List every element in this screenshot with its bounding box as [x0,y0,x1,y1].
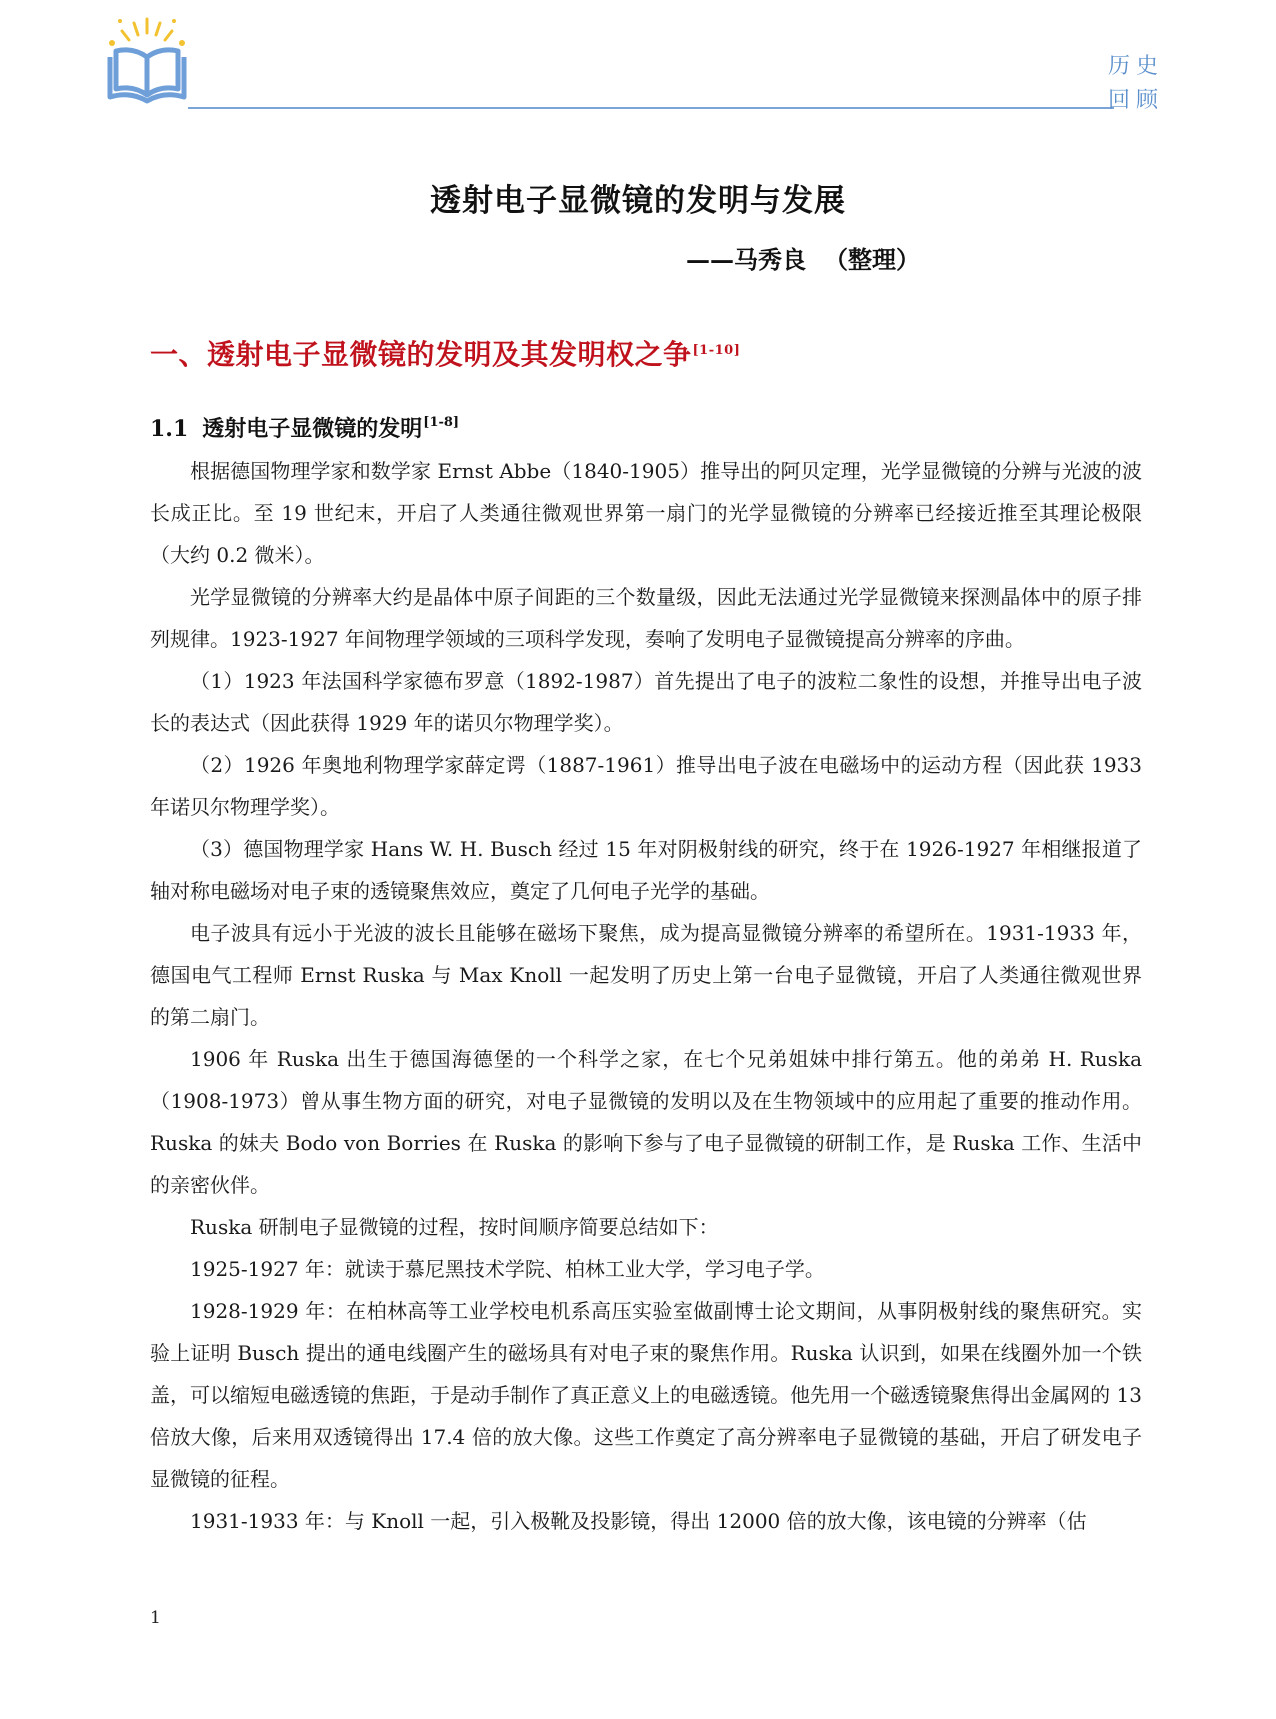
subsection-heading-ref: [1-8] [423,415,460,430]
open-book-icon [100,15,194,111]
author-line [686,240,920,275]
paragraph: （1）1923 年法国科学家德布罗意（1892-1987）首先提出了电子的波粒二象性的设想，并推导出电子波长的表达式（因此获得 1929 年的诺贝尔物理学奖）。 [150,669,1142,735]
paragraph: 1928-1929 年：在柏林高等工业学校电机系高压实验室做副博士论文期间，从事阴极射线的聚焦研究。实验上证明 Busch 提出的通电线圈产生的磁场具有对电子束的聚焦作用。Ruska 认识到，如果在线圈外加一个铁盖，可以缩短电磁透镜的焦距，于是动手制作了真正意义上的电磁透镜。他先用一个磁透镜聚焦得出金属网的 13 倍放大像，后来用双透镜得出 17.4 倍的放大像。这些工作奠定了高分辨率电子显微镜的基础，开启了研发电子显微镜的征程。 [150,1299,1142,1491]
paragraph: 1906 年 Ruska 出生于德国海德堡的一个科学之家，在七个兄弟姐妹中排行第五。他的弟弟 H. Ruska（1908-1973）曾从事生物方面的研究，对电子显微镜的发明以及在生物领域中的应用起了重要的推动作用。Ruska 的妹夫 Bodo von Borries 在 Ruska 的影响下参与了电子显微镜的研制工作，是 Ruska 工作、生活中的亲密伙伴。 [150,1047,1142,1197]
paragraph: 1931-1933 年：与 Knoll 一起，引入极靴及投影镜，得出 12000 倍的放大像，该电镜的分辨率（估 [190,1509,1087,1533]
section-heading-ref: [1-10] [692,343,741,358]
author-name: ——马秀良 [686,245,806,274]
section-tag [1108,50,1168,118]
subsection-heading [150,412,459,443]
section-tag-line1: 历史 [1108,54,1165,79]
article-body [150,450,1142,1542]
paragraph: 根据德国物理学家和数学家 Ernst Abbe（1840-1905）推导出的阿贝定理，光学显微镜的分辨与光波的波长成正比。至 19 世纪末，开启了人类通往微观世界第一扇门的光学显微镜的分辨率已经接近推至其理论极限（大约 0.2 微米）。 [150,459,1142,567]
header-rule [188,107,1114,109]
subsection-heading-text: 透射电子显微镜的发明 [202,416,423,442]
section-heading [150,333,740,373]
paragraph: （3）德国物理学家 Hans W. H. Busch 经过 15 年对阴极射线的研究，终于在 1926-1927 年相继报道了轴对称电磁场对电子束的透镜聚焦效应，奠定了几何电子光学的基础。 [150,837,1142,903]
paragraph: 电子波具有远小于光波的波长且能够在磁场下聚焦，成为提高显微镜分辨率的希望所在。1931-1933 年，德国电气工程师 Ernst Ruska 与 Max Knoll 一起发明了历史上第一台电子显微镜，开启了人类通往微观世界的第二扇门。 [150,921,1142,1029]
paragraph: （2）1926 年奥地利物理学家薛定谔（1887-1961）推导出电子波在电磁场中的运动方程（因此获 1933 年诺贝尔物理学奖）。 [150,753,1142,819]
article-title: 透射电子显微镜的发明与发展 [430,183,846,219]
author-note: （整理） [824,245,920,274]
subsection-number: 1.1 [150,416,189,442]
section-tag-line2: 回顾 [1108,88,1165,113]
page-number: 1 [150,1608,161,1628]
paragraph: 1925-1927 年：就读于慕尼黑技术学院、柏林工业大学，学习电子学。 [190,1257,825,1281]
paragraph: 光学显微镜的分辨率大约是晶体中原子间距的三个数量级，因此无法通过光学显微镜来探测晶体中的原子排列规律。1923-1927 年间物理学领域的三项科学发现，奏响了发明电子显微镜提高分辨率的序曲。 [150,585,1142,651]
section-heading-text: 一、透射电子显微镜的发明及其发明权之争 [150,338,692,371]
paragraph: Ruska 研制电子显微镜的过程，按时间顺序简要总结如下： [190,1215,719,1239]
